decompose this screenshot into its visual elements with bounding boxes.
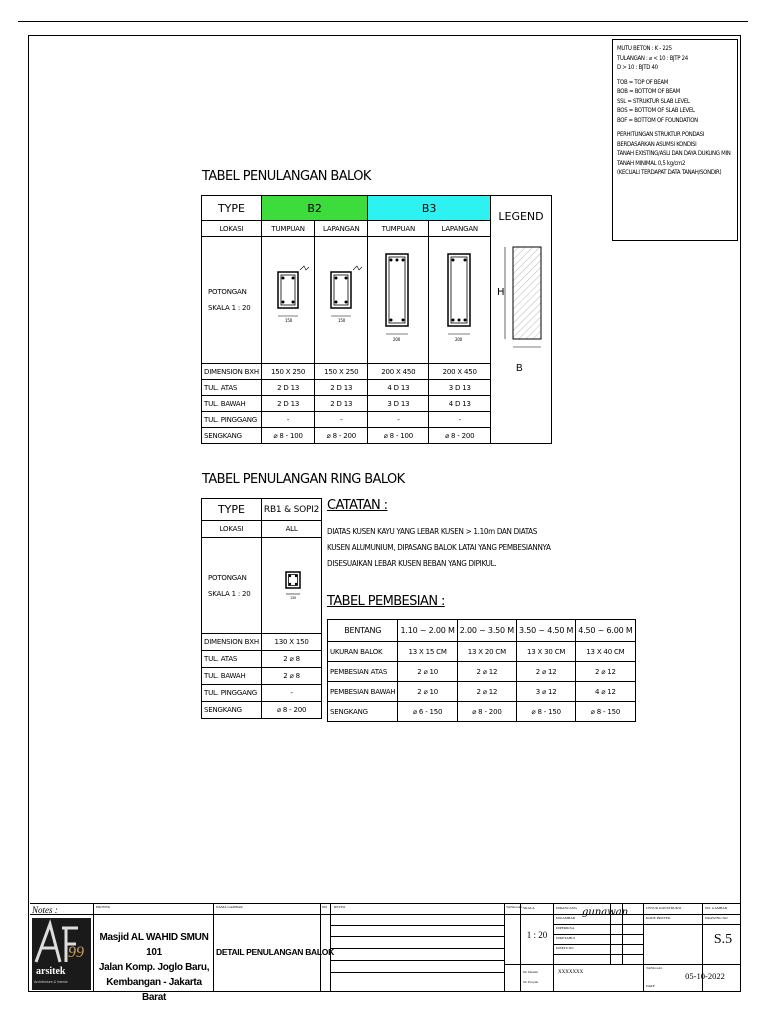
sheet-number: S.5: [713, 932, 733, 947]
row-value: 200 X 450: [368, 364, 429, 380]
pembesian-cell: 2 ⌀ 12: [576, 662, 635, 682]
pembesian-cell: 2 ⌀ 12: [517, 662, 576, 682]
tb-small: No Desain: [523, 970, 538, 974]
section-ring: [261, 538, 321, 634]
ring-table-title: TABEL PENULANGAN RING BALOK: [202, 472, 405, 487]
row-value: -: [261, 685, 321, 702]
top-border-line: [18, 21, 748, 22]
ring-lokasi-value: ALL: [261, 521, 321, 538]
row-value: -: [368, 412, 429, 428]
pembesian-cell: 3 ⌀ 12: [517, 682, 576, 702]
row-value: 150 X 250: [315, 364, 368, 380]
note-line: BOS = BOTTOM OF SLAB LEVEL: [617, 107, 695, 114]
project-line: Jalan Komp. Joglo Baru,: [98, 962, 210, 973]
pembesian-cell: 2 ⌀ 12: [457, 662, 516, 682]
tb-line: [330, 972, 504, 973]
title-block: [30, 903, 740, 1003]
logo-number: 99: [68, 944, 84, 961]
row-label: TUL. PINGGANG: [202, 412, 262, 428]
row-label: SENGKANG: [202, 428, 262, 444]
ring-potongan-cell: [202, 538, 262, 634]
pembesian-cell: 13 X 15 CM: [398, 642, 457, 662]
tb-small: DIKETAHUI: [556, 936, 575, 940]
balok-type-label: TYPE: [202, 196, 262, 221]
pembesian-cell: ⌀ 8 - 200: [457, 702, 516, 722]
row-value: 2 ⌀ 8: [261, 668, 321, 685]
row-value: -: [429, 412, 491, 428]
tb-small: DIGAMBAR: [556, 916, 576, 920]
row-label: TUL. BAWAH: [202, 396, 262, 412]
type-b2: B2: [261, 196, 367, 221]
pembesian-header: 1.10 ~ 2.00 M: [398, 620, 457, 642]
tb-small: No Proyek: [523, 980, 539, 984]
svg-text:130: 130: [289, 595, 296, 600]
catatan-title: CATATAN :: [327, 498, 388, 513]
logo-subtitle: Architecture & Interior: [34, 980, 68, 984]
tb-line: [553, 904, 554, 992]
row-label: TUL. PINGGANG: [202, 685, 262, 702]
tb-line: [520, 904, 521, 992]
project-line: Masjid AL WAHID SMUN 101: [99, 932, 209, 958]
row-value: 130 X 150: [261, 634, 321, 651]
tb-small: NO. GAMBAR: [705, 906, 728, 910]
project-code: XXXXXXX: [558, 970, 584, 975]
pembesian-title: TABEL PEMBESIAN :: [327, 594, 445, 609]
row-value: 2 D 13: [261, 396, 314, 412]
note-line: (KECUALI TERDAPAT DATA TANAH/SONDIR): [617, 169, 722, 176]
tb-small: DRAWING NO: [705, 916, 728, 920]
tb-small: NO: [322, 905, 328, 909]
pembesian-cell: 13 X 20 CM: [457, 642, 516, 662]
type-b3: B3: [368, 196, 491, 221]
tb-small: DATE: [646, 984, 655, 988]
catatan-line: KUSEN ALUMUNIUM, DIPASANG BALOK LATAI YANG PEMBESIANNYA: [327, 543, 551, 552]
sheet-date: 05-10-2022: [685, 971, 725, 981]
tb-line: [330, 960, 504, 961]
pembesian-cell: ⌀ 8 - 150: [576, 702, 635, 722]
general-notes-box: [612, 39, 738, 241]
catatan-text: [327, 524, 551, 572]
pembesian-cell: PEMBESIAN ATAS: [328, 662, 398, 682]
note-line: TULANGAN : ⌀ < 10 : BJTP 24: [617, 54, 688, 62]
row-label: TUL. ATAS: [202, 380, 262, 396]
balok-table: [201, 195, 552, 444]
row-value: 4 D 13: [368, 380, 429, 396]
ring-table: [201, 498, 322, 719]
legend-label: LEGEND: [490, 196, 551, 237]
tb-small: NAMA GAMBAR: [216, 905, 243, 909]
note-line: SSL = STRUKTUR SLAB LEVEL: [617, 97, 690, 105]
row-value: ⌀ 8 - 200: [315, 428, 368, 444]
tb-line: [93, 904, 94, 992]
tb-line: [330, 925, 504, 926]
ring-type-value: RB1 & SOPI2: [261, 499, 321, 521]
legend-h-label: H: [496, 286, 505, 298]
row-value: ⌀ 8 - 200: [429, 428, 491, 444]
tb-line: [330, 948, 504, 949]
potongan-label: POTONGAN: [208, 573, 247, 582]
tb-line: [330, 936, 504, 937]
pembesian-table: [327, 619, 636, 722]
svg-text:200: 200: [454, 337, 462, 342]
row-value: ⌀ 8 - 200: [261, 702, 321, 719]
catatan-line: DISESUAIKAN LEBAR KUSEN BEBAN YANG DIPIKUL.: [327, 559, 497, 568]
pembesian-cell: UKURAN BALOK: [328, 642, 398, 662]
lokasi-cell: TUMPUAN: [261, 221, 314, 237]
note-line: BERDASARKAN ASUMSI KONDISI: [617, 140, 697, 148]
ring-type-label: TYPE: [202, 499, 262, 521]
pembesian-cell: ⌀ 8 - 150: [517, 702, 576, 722]
legend-diagram: [493, 237, 549, 377]
tb-line: [504, 904, 505, 992]
scale-value: 1 : 20: [526, 930, 548, 940]
pembesian-cell: 13 X 40 CM: [576, 642, 635, 662]
lokasi-cell: LAPANGAN: [315, 221, 368, 237]
row-value: 2 ⌀ 8: [261, 651, 321, 668]
logo-text: arsitek: [36, 966, 66, 977]
tb-line: [553, 944, 643, 945]
tb-small: TANGGAL: [646, 966, 663, 970]
tb-line: [553, 924, 643, 925]
row-value: -: [315, 412, 368, 428]
row-value: -: [261, 412, 314, 428]
drawing-title: DETAIL PENULANGAN BALOK: [216, 947, 334, 957]
tb-line: [213, 904, 214, 992]
note-line: MUTU BETON : K - 225: [617, 45, 672, 52]
svg-text:150: 150: [285, 318, 293, 323]
tb-small: DIPERIKSA: [556, 926, 575, 930]
skala-label: SKALA 1 : 20: [208, 304, 251, 312]
tb-line: [643, 924, 740, 925]
signature: gunawan: [582, 907, 629, 918]
tb-line: [504, 964, 740, 965]
section-b2-lapangan: [315, 237, 368, 364]
pembesian-cell: ⌀ 6 - 150: [398, 702, 457, 722]
note-line: TANAH MINIMAL 0,5 kg/cm2: [617, 159, 686, 167]
tb-small: DIRANCANG: [556, 906, 577, 910]
tb-small: PROYEK: [96, 905, 111, 909]
row-value: 3 D 13: [368, 396, 429, 412]
note-line: BOF = BOTTOM OF FOUNDATION: [617, 116, 698, 124]
pembesian-header: BENTANG: [328, 620, 398, 642]
note-line: BOB = BOTTOM OF BEAM: [617, 88, 680, 95]
balok-table-title: TABEL PENULANGAN BALOK: [202, 169, 371, 184]
svg-text:150: 150: [338, 318, 346, 323]
row-label: DIMENSION BXH: [202, 364, 262, 380]
pembesian-cell: 2 ⌀ 12: [457, 682, 516, 702]
row-value: ⌀ 8 - 100: [261, 428, 314, 444]
row-label: DIMENSION BXH: [202, 634, 262, 651]
note-line: TANAH EXISTING/ASLI DAN DAYA DUKUNG MIN: [617, 150, 731, 157]
note-line: TOB = TOP OF BEAM: [617, 78, 669, 86]
pembesian-cell: SENGKANG: [328, 702, 398, 722]
row-value: 150 X 250: [261, 364, 314, 380]
row-label: SENGKANG: [202, 702, 262, 719]
pembesian-cell: PEMBESIAN BAWAH: [328, 682, 398, 702]
legend-b-label: B: [516, 363, 523, 374]
pembesian-cell: 2 ⌀ 10: [398, 682, 457, 702]
row-value: 200 X 450: [429, 364, 491, 380]
potongan-label: POTONGAN: [208, 288, 247, 296]
lokasi-cell: TUMPUAN: [368, 221, 429, 237]
pembesian-header: 4.50 ~ 6.00 M: [576, 620, 635, 642]
balok-potongan-cell: [202, 237, 262, 364]
project-name: [96, 930, 212, 1005]
note-line: PERHITUNGAN STRUKTUR PONDASI: [617, 131, 705, 138]
catatan-line: DIATAS KUSEN KAYU YANG LEBAR KUSEN > 1.10m DAN DIATAS: [327, 527, 538, 536]
skala-label: SKALA 1 : 20: [208, 589, 251, 598]
note-line: D > 10 : BJTD 40: [617, 64, 658, 71]
tb-small: UNTUK KONSTRUKSI: [646, 906, 682, 910]
row-label: TUL. ATAS: [202, 651, 262, 668]
ring-lokasi-label: LOKASI: [202, 521, 262, 538]
tb-small: TANGGAL: [506, 905, 523, 909]
pembesian-cell: 13 X 30 CM: [517, 642, 576, 662]
row-value: 2 D 13: [315, 380, 368, 396]
pembesian-header: 2.00 ~ 3.50 M: [457, 620, 516, 642]
tb-small: SKALA: [523, 906, 535, 910]
section-b3-lapangan: [429, 237, 491, 364]
section-b2-tumpuan: [261, 237, 314, 364]
pembesian-cell: 4 ⌀ 12: [576, 682, 635, 702]
tb-small: REVISI: [334, 905, 346, 909]
legend-cell: [490, 237, 551, 444]
notes-label: Notes :: [32, 905, 58, 915]
arsitek-logo: [32, 918, 91, 990]
tb-line: [553, 934, 643, 935]
row-value: ⌀ 8 - 100: [368, 428, 429, 444]
row-value: 4 D 13: [429, 396, 491, 412]
pembesian-cell: 2 ⌀ 10: [398, 662, 457, 682]
lokasi-cell: LAPANGAN: [429, 221, 491, 237]
project-line: Kembangan - Jakarta Barat: [106, 977, 202, 1003]
tb-line: [553, 954, 643, 955]
tb-small: KODE PROYEK: [646, 916, 671, 920]
tb-line: [30, 914, 740, 915]
row-value: 2 D 13: [315, 396, 368, 412]
svg-text:200: 200: [393, 337, 401, 342]
row-value: 2 D 13: [261, 380, 314, 396]
section-b3-tumpuan: [368, 237, 429, 364]
balok-lokasi-label: LOKASI: [202, 221, 262, 237]
row-value: 3 D 13: [429, 380, 491, 396]
tb-small: DISETUJUI: [556, 946, 574, 950]
pembesian-header: 3.50 ~ 4.50 M: [517, 620, 576, 642]
row-label: TUL. BAWAH: [202, 668, 262, 685]
tb-line: [643, 904, 644, 992]
